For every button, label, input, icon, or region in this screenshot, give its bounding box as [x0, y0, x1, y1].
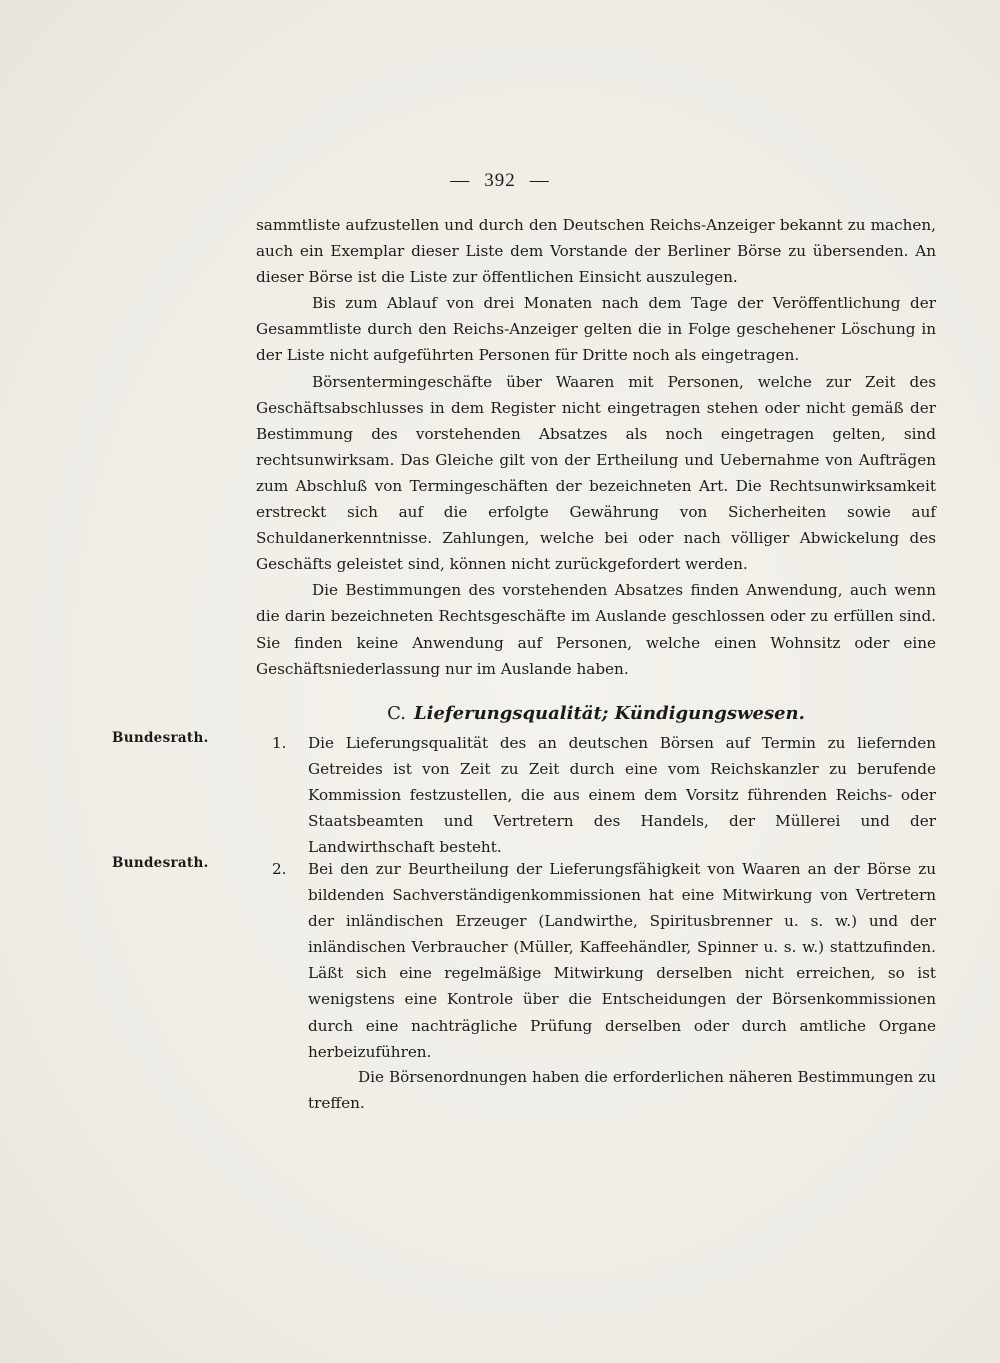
list-item-2	[272, 856, 936, 1065]
closing-paragraph: Die Börsenordnungen haben die erforderlichen näheren Bestimmungen zu treffen.	[308, 1068, 936, 1113]
body-text	[256, 212, 936, 682]
page-number: 392	[484, 170, 516, 191]
list-item-text: Die Lieferungsqualität des an deutschen Börsen auf Termin zu liefernden Getreides ist von Zeit zu Zeit durch eine vom Reichskanzler zu berufende Kommission festzustellen, die aus einem dem Vorsitz führenden Reichs- oder Staatsbeamten und Vertretern des Handels, der Müllerei und der Landwirthschaft besteht.	[308, 734, 936, 857]
paragraph-continuation: sammtliste aufzustellen und durch den Deutschen Reichs-Anzeiger bekannt zu machen, auch ein Exemplar dieser Liste dem Vorstande der Berliner Börse zu übersenden. An dieser Börse ist die Liste zur öffentlichen Einsicht auszulegen.	[256, 216, 936, 287]
paragraph-abroad: Die Bestimmungen des vorstehenden Absatzes finden Anwendung, auch wenn die darin bezeichneten Rechtsgeschäfte im Auslande geschlossen oder zu erfüllen sind. Sie finden keine Anwendung auf Personen, welche einen Wohnsitz oder eine Geschäftsniederlassung nur im Auslande haben.	[256, 581, 936, 678]
section-letter: C.	[387, 703, 406, 724]
page-number-dash-left: —	[450, 170, 471, 191]
paragraph-deadline: Bis zum Ablauf von drei Monaten nach dem Tage der Veröffentlichung der Gesammtliste durch den Reichs-Anzeiger gelten die in Folge geschehener Löschung in der Liste nicht aufgeführten Personen für Dritte noch als eingetragen.	[256, 294, 936, 365]
list-item-1	[272, 730, 936, 860]
page-number-header	[0, 170, 1000, 192]
margin-note-2: Bundesrath.	[112, 855, 209, 871]
paragraph-invalidity: Börsentermingeschäfte über Waaren mit Personen, welche zur Zeit des Geschäftsabschlusses in dem Register nicht eingetragen stehen oder nicht gemäß der Bestimmung des vorstehenden Absatzes als noch eingetragen gelten, sind rechtsunwirksam. Das Gleiche gilt von der Ertheilung und Uebernahme von Aufträgen zum Abschluß von Termingeschäften der bezeichneten Art. Die Rechtsunwirksamkeit erstreckt sich auf die erfolgte Gewährung von Sicherheiten sowie auf Schuldanerkenntnisse. Zahlungen, welche bei oder nach völliger Abwickelung des Geschäfts geleistet sind, können nicht zurückgefordert werden.	[256, 372, 936, 574]
list-item-text: Bei den zur Beurtheilung der Lieferungsfähigkeit von Waaren an der Börse zu bildenden Sachverständigenkommissionen hat eine Mitwirkung von Vertretern der inländischen Erzeuger (Landwirthe, Spiritusbrenner u. s. w.) und der inländischen Verbraucher (Müller, Kaffeehändler, Spinner u. s. w.) stattzufinden. Läßt sich eine regelmäßige Mitwirkung derselben nicht erreichen, so ist wenigstens eine Kontrole über die Entscheidungen der Börsenkommissionen durch eine nachträgliche Prüfung derselben oder durch amtliche Organe herbeizuführen.	[308, 860, 936, 1061]
list-item-number: 2.	[272, 860, 287, 878]
list-item-number: 1.	[272, 734, 287, 752]
page-number-dash-right: —	[529, 170, 550, 191]
section-title: Lieferungsqualität; Kündigungswesen.	[413, 703, 805, 724]
section-heading	[256, 701, 936, 727]
margin-note-1: Bundesrath.	[112, 730, 209, 746]
